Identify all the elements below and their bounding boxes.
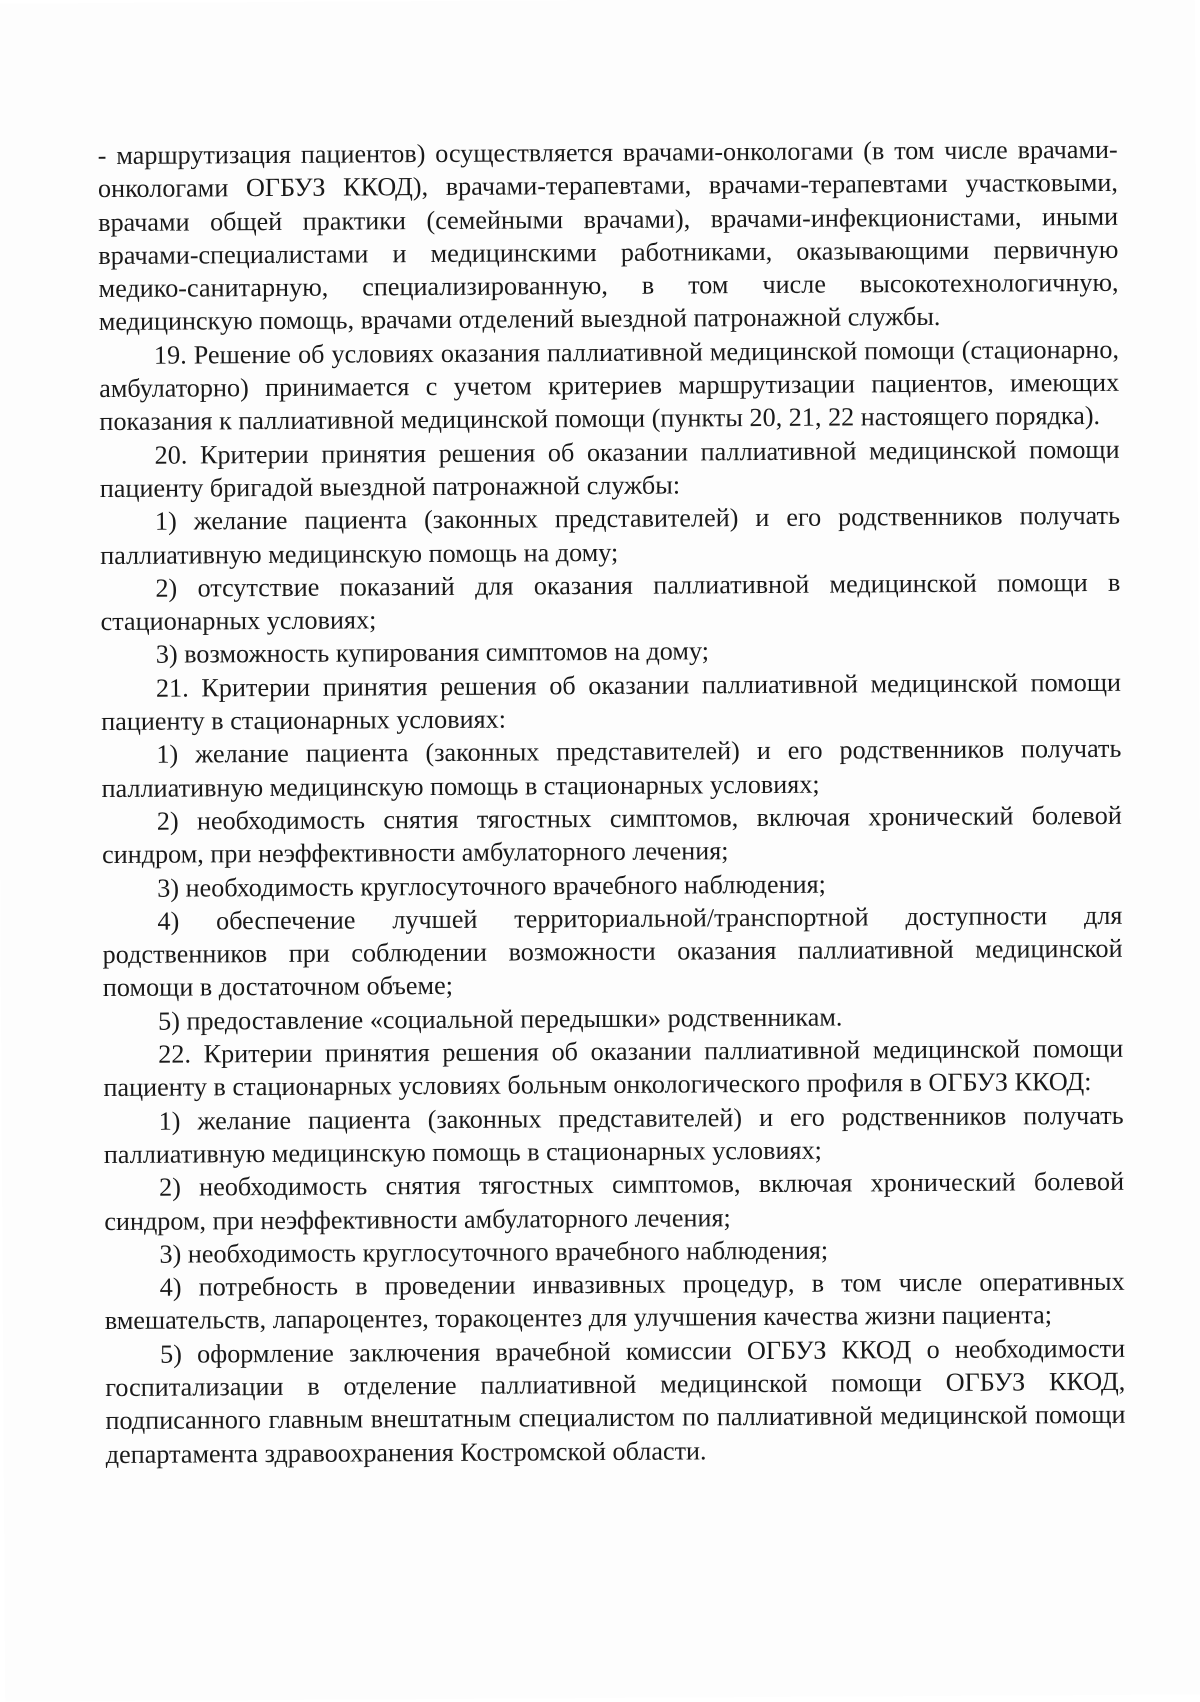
paragraph-21-item-2: 2) необходимость снятия тягостных симптомов, включая хронический болевой синдром, при неэффективности амбулаторного лечения; — [101, 800, 1122, 870]
paragraph-continuation: - маршрутизация пациентов) осуществляется врачами-онкологами (в том числе врачами-онкологами ОГБУЗ ККОД), врачами-терапевтами, врачами-терапевтами участковыми, врачами общей практики (семейными врачами), врачами-инфекционистами, иными врачами-специалистами и медицинскими работниками, оказывающими первичную медико-санитарную, специализированную, в том числе высокотехнологичную, медицинскую помощь, врачами отделений выездной патронажной службы. — [97, 134, 1119, 337]
document-body — [98, 133, 1126, 1471]
paragraph-20-item-2: 2) отсутствие показаний для оказания паллиативной медицинской помощи в стационарных условиях; — [100, 567, 1121, 637]
paragraph-22-item-1: 1) желание пациента (законных представителей) и его родственников получать паллиативную медицинскую помощь в стационарных условиях; — [103, 1100, 1124, 1169]
paragraph-20-item-1: 1) желание пациента (законных представителей) и его родственников получать паллиативную медицинскую помощь на дому; — [100, 501, 1121, 570]
paragraph-21: 21. Критерии принятия решения об оказании паллиативной медицинской помощи пациенту в стационарных условиях: — [101, 667, 1122, 737]
paragraph-20-item-3: 3) возможность купирования симптомов на дому; — [155, 636, 710, 670]
paragraph-21-item-5: 5) предоставление «социальной передышки» родственникам. — [157, 1002, 843, 1036]
paragraph-22-item-4: 4) потребность в проведении инвазивных процедур, в том числе оперативных вмешательств, лапароцентез, торакоцентез для улучшения качества жизни пациента; — [104, 1266, 1125, 1336]
paragraph-22-item-3: 3) необходимость круглосуточного врачебного наблюдения; — [159, 1235, 829, 1269]
paragraph-22-item-5: 5) оформление заключения врачебной комиссии ОГБУЗ ККОД о необходимости госпитализации в отделение паллиативной медицинской помощи ОГБУЗ ККОД, подписанного главным внештатным специалистом по паллиативной медицинской помощи департамента здравоохранения Костромской области. — [105, 1333, 1126, 1469]
paragraph-21-item-4: 4) обеспечение лучшей территориальной/транспортной доступности для родственников при соблюдении возможности оказания паллиативной медицинской помощи в достаточном объеме; — [102, 900, 1123, 1003]
paragraph-22: 22. Критерии принятия решения об оказании паллиативной медицинской помощи пациенту в стационарных условиях больным онкологического профиля в ОГБУЗ ККОД: — [103, 1033, 1124, 1103]
paragraph-21-item-3: 3) необходимость круглосуточного врачебного наблюдения; — [157, 869, 826, 903]
paragraph-19: 19. Решение об условиях оказания паллиативной медицинской помощи (стационарно, амбулаторно) принимается с учетом критериев маршрутизации пациентов, имеющих показания к паллиативной медицинской помощи (пункты 20, 21, 22 настоящего порядка). — [99, 334, 1120, 437]
paragraph-20: 20. Критерии принятия решения об оказании паллиативной медицинской помощи пациенту бригадой выездной патронажной службы: — [99, 434, 1120, 504]
paragraph-21-item-1: 1) желание пациента (законных представителей) и его родственников получать паллиативную медицинскую помощь в стационарных условиях; — [101, 734, 1122, 803]
paragraph-22-item-2: 2) необходимость снятия тягостных симптомов, включая хронический болевой синдром, при неэффективности амбулаторного лечения; — [104, 1167, 1125, 1236]
